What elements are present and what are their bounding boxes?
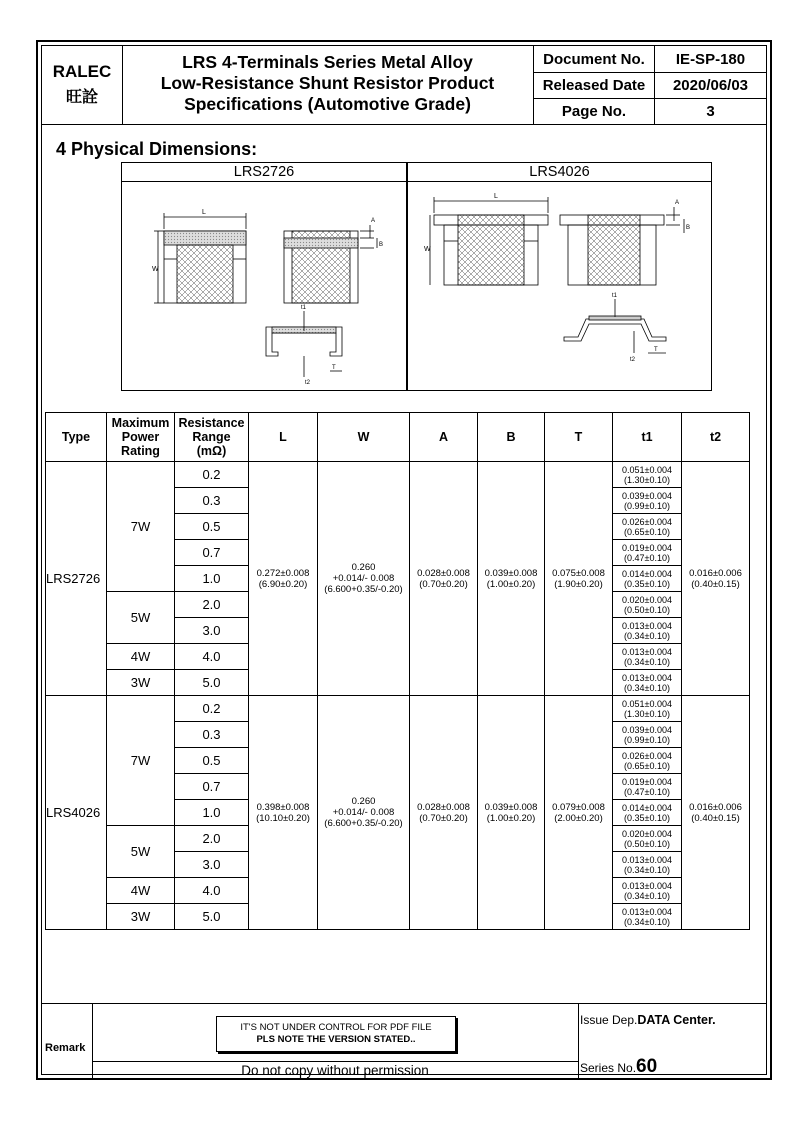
page-number-row <box>534 98 766 124</box>
logo-english: RALEC <box>52 62 112 81</box>
dim-label-B: B <box>379 242 384 248</box>
dimensions-table <box>45 412 750 930</box>
dim-label-t2: t2 <box>305 380 311 386</box>
page-frame <box>36 40 772 1080</box>
header-t1: t1 <box>613 413 682 462</box>
power-cell: 3W <box>107 904 175 930</box>
resistance-cell: 0.2 <box>175 696 249 722</box>
power-cell: 5W <box>107 826 175 878</box>
t1-cell: 0.013±0.004 (0.34±0.10) <box>613 878 682 904</box>
resistance-cell: 5.0 <box>175 904 249 930</box>
title-line-3: Specifications (Automotive Grade) <box>184 94 471 114</box>
remark-cell <box>42 1004 93 1080</box>
resistance-cell: 3.0 <box>175 852 249 878</box>
B-cell: 0.039±0.008 (1.00±0.20) <box>478 462 545 696</box>
dim-label-T-4026: T <box>654 347 658 353</box>
drawing-lrs2726 <box>121 162 407 391</box>
t1-cell: 0.019±0.004 (0.47±0.10) <box>613 774 682 800</box>
resistance-cell: 2.0 <box>175 592 249 618</box>
section-title: 4 Physical Dimensions: <box>56 139 258 159</box>
title-line-2: Low-Resistance Shunt Resistor Product <box>160 73 495 93</box>
A-cell: 0.028±0.008 (0.70±0.20) <box>410 462 478 696</box>
resistance-cell: 1.0 <box>175 800 249 826</box>
document-title <box>122 46 534 124</box>
header-resistance: Resistance Range (mΩ) <box>175 413 249 462</box>
company-logo <box>42 46 123 124</box>
pdf-control-notice <box>216 1016 456 1052</box>
W-cell: 0.260 +0.014/- 0.008 (6.600+0.35/-0.20) <box>318 696 410 930</box>
L-cell: 0.272±0.008 (6.90±0.20) <box>249 462 318 696</box>
t1-cell: 0.013±0.004 (0.34±0.10) <box>613 904 682 930</box>
resistance-cell: 3.0 <box>175 618 249 644</box>
t2-cell: 0.016±0.006 (0.40±0.15) <box>682 462 750 696</box>
header-L: L <box>249 413 318 462</box>
remark-label: Remark <box>45 1042 86 1054</box>
t1-cell: 0.020±0.004 (0.50±0.10) <box>613 592 682 618</box>
resistance-cell: 5.0 <box>175 670 249 696</box>
document-meta <box>534 46 766 124</box>
t1-cell: 0.051±0.004 (1.30±0.10) <box>613 462 682 488</box>
resistance-cell: 4.0 <box>175 644 249 670</box>
t2-cell: 0.016±0.006 (0.40±0.15) <box>682 696 750 930</box>
table-header-row <box>46 413 750 462</box>
type-cell: LRS4026 <box>46 696 107 930</box>
t1-cell: 0.051±0.004 (1.30±0.10) <box>613 696 682 722</box>
footer-issue-info <box>578 1004 766 1080</box>
page-number-label: Page No. <box>534 98 655 124</box>
document-footer <box>42 1003 766 1080</box>
T-cell: 0.075±0.008 (1.90±0.20) <box>545 462 613 696</box>
dim-label-L: L <box>202 209 206 216</box>
page-number-value: 3 <box>706 102 715 120</box>
resistance-cell: 4.0 <box>175 878 249 904</box>
released-date-row <box>534 72 766 99</box>
resistance-cell: 2.0 <box>175 826 249 852</box>
t1-cell: 0.014±0.004 (0.35±0.10) <box>613 800 682 826</box>
T-cell: 0.079±0.008 (2.00±0.20) <box>545 696 613 930</box>
t1-cell: 0.039±0.004 (0.99±0.10) <box>613 488 682 514</box>
lrs4026-dimension-drawing <box>408 181 711 390</box>
header-A: A <box>410 413 478 462</box>
dim-label-T: T <box>332 365 336 371</box>
t1-cell: 0.013±0.004 (0.34±0.10) <box>613 670 682 696</box>
drawing-lrs4026 <box>407 162 712 391</box>
dim-label-t1: t1 <box>301 305 307 311</box>
type-cell: LRS2726 <box>46 462 107 696</box>
table-row <box>46 462 750 488</box>
resistance-cell: 0.3 <box>175 488 249 514</box>
lrs2726-dimension-drawing <box>122 181 406 390</box>
dim-label-A-4026: A <box>675 200 680 206</box>
notice-line-2: PLS NOTE THE VERSION STATED.. <box>256 1034 416 1045</box>
L-cell: 0.398±0.008 (10.10±0.20) <box>249 696 318 930</box>
footer-notes <box>92 1004 579 1080</box>
power-cell: 7W <box>107 696 175 826</box>
table-row <box>46 696 750 722</box>
t1-cell: 0.026±0.004 (0.65±0.10) <box>613 514 682 540</box>
table-body <box>46 462 750 930</box>
resistance-cell: 0.5 <box>175 748 249 774</box>
doc-number-row <box>534 46 766 73</box>
dim-label-W: W <box>152 266 159 273</box>
resistance-cell: 1.0 <box>175 566 249 592</box>
dim-label-B-4026: B <box>686 225 691 231</box>
t1-cell: 0.026±0.004 (0.65±0.10) <box>613 748 682 774</box>
power-cell: 3W <box>107 670 175 696</box>
copy-notice: Do not copy without permission <box>92 1061 578 1080</box>
header-T: T <box>545 413 613 462</box>
header-power: Maximum Power Rating <box>107 413 175 462</box>
power-cell: 7W <box>107 462 175 592</box>
power-cell: 4W <box>107 878 175 904</box>
document-header <box>42 46 766 125</box>
W-cell: 0.260 +0.014/- 0.008 (6.600+0.35/-0.20) <box>318 462 410 696</box>
logo-chinese: 旺詮 <box>65 87 98 106</box>
title-line-1: LRS 4-Terminals Series Metal Alloy <box>182 52 473 72</box>
drawing-caption-lrs4026: LRS4026 <box>408 163 711 182</box>
resistance-cell: 0.5 <box>175 514 249 540</box>
t1-cell: 0.013±0.004 (0.34±0.10) <box>613 644 682 670</box>
dim-label-W-4026: W <box>424 246 431 253</box>
notice-line-1: IT'S NOT UNDER CONTROL FOR PDF FILE <box>240 1022 432 1033</box>
doc-number-label: Document No. <box>534 46 655 72</box>
resistance-cell: 0.2 <box>175 462 249 488</box>
header-t2: t2 <box>682 413 750 462</box>
B-cell: 0.039±0.008 (1.00±0.20) <box>478 696 545 930</box>
A-cell: 0.028±0.008 (0.70±0.20) <box>410 696 478 930</box>
t1-cell: 0.013±0.004 (0.34±0.10) <box>613 618 682 644</box>
header-W: W <box>318 413 410 462</box>
issue-dept: Issue Dep.DATA Center. <box>580 1013 716 1027</box>
power-cell: 4W <box>107 644 175 670</box>
t1-cell: 0.014±0.004 (0.35±0.10) <box>613 566 682 592</box>
resistance-cell: 0.7 <box>175 774 249 800</box>
series-number: Series No.60 <box>580 1056 658 1077</box>
page-inner-frame <box>41 45 767 1078</box>
dim-label-L-4026: L <box>494 193 498 200</box>
t1-cell: 0.013±0.004 (0.34±0.10) <box>613 852 682 878</box>
released-date-value: 2020/06/03 <box>672 76 749 94</box>
released-date-label: Released Date <box>534 72 655 98</box>
dim-label-t1-4026: t1 <box>612 293 618 299</box>
header-B: B <box>478 413 545 462</box>
dim-label-t2-4026: t2 <box>630 357 636 363</box>
header-type: Type <box>46 413 107 462</box>
t1-cell: 0.039±0.004 (0.99±0.10) <box>613 722 682 748</box>
drawing-caption-lrs2726: LRS2726 <box>122 163 406 182</box>
resistance-cell: 0.3 <box>175 722 249 748</box>
dim-label-A: A <box>371 218 376 224</box>
t1-cell: 0.019±0.004 (0.47±0.10) <box>613 540 682 566</box>
doc-number-value: IE-SP-180 <box>675 50 746 68</box>
power-cell: 5W <box>107 592 175 644</box>
t1-cell: 0.020±0.004 (0.50±0.10) <box>613 826 682 852</box>
resistance-cell: 0.7 <box>175 540 249 566</box>
